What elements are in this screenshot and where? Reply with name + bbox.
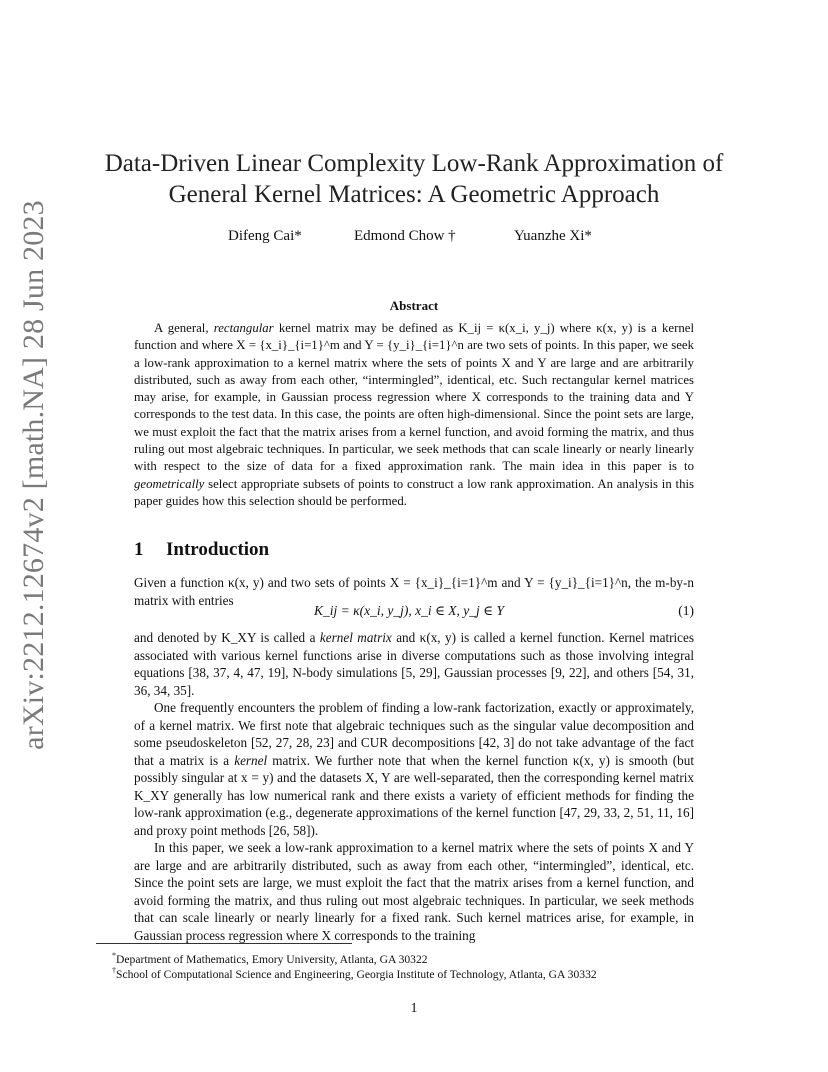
intro-paragraph-3: In this paper, we seek a low-rank approximation to a kernel matrix where the sets of points X and Y are large and are arbitrarily distributed, such as away from each other, “intermingled”, identical, etc. Since the point sets are large, we must exploit the fact that the matrix arises from a kernel function, and avoid forming the matrix, and thus ruling out most algebraic techniques. In particular, we seek methods that can scale linearly or nearly linearly for a fixed rank. Such kernel matrices arise, for example, in Gaussian process regression where X corresponds to the training bbox=[134, 840, 694, 943]
paper-title bbox=[100, 148, 728, 210]
author-name: Difeng Cai* bbox=[228, 228, 302, 244]
footnote-mark: † bbox=[112, 966, 116, 975]
abstract-emphasis: geometrically bbox=[134, 476, 205, 491]
intro-paragraph-2 bbox=[134, 699, 694, 839]
paragraph-segment: and denoted by K_XY is called a bbox=[134, 630, 316, 645]
title-line-2: General Kernel Matrices: A Geometric Approach bbox=[168, 181, 660, 208]
abstract-emphasis: rectangular bbox=[213, 321, 274, 335]
paragraph-segment: One frequently encounters the problem of finding a low-rank factorization, exactly or approximately, of a kernel matrix. We first note that algebraic techniques such as the singular value decomposition and some pseudoskeleton [52, 27, 28, 23] and CUR decompositions [42, 3] do not take advantage of the fact that a matrix is a bbox=[134, 700, 694, 768]
intro-body bbox=[134, 629, 694, 944]
title-line-1: Data-Driven Linear Complexity Low-Rank Approximation of bbox=[104, 150, 724, 177]
footnote-mark: * bbox=[112, 951, 116, 960]
paragraph-segment: matrix. We further note that when the kernel function κ(x, y) is smooth (but possibly singular at x = y) and the datasets X, Y are well-separated, then the corresponding kernel matrix K_XY generally has low numerical rank and there exists a variety of efficient methods for finding the low-rank approximation (e.g., degenerate approximations of the kernel function [47, 29, 33, 2, 51, 11, 16] and proxy point methods [26, 58]). bbox=[134, 752, 695, 838]
abstract-segment: A general, bbox=[154, 321, 209, 335]
section-title: Introduction bbox=[166, 539, 270, 560]
footnote-2 bbox=[112, 963, 597, 982]
paragraph-emphasis: kernel bbox=[234, 752, 268, 768]
abstract-segment: select appropriate subsets of points to construct a low rank approximation. An analysis in this paper guides how this selection should be performed. bbox=[134, 476, 695, 508]
paragraph-emphasis: kernel matrix bbox=[319, 630, 392, 645]
arxiv-identifier-stamp: arXiv:2212.12674v2 [math.NA] 28 Jun 2023 bbox=[17, 200, 50, 750]
footnote-text: Department of Mathematics, Emory University, Atlanta, GA 30322 bbox=[116, 952, 428, 966]
paragraph-segment: and κ(x, y) is called a kernel function. Kernel matrices associated with various kernel functions arise in diverse computations such as those involving integral equations [38, 37, 4, 47, 19], N-body simulations [5, 29], Gaussian processes [9, 22], and others [54, 31, 36, 34, 35]. bbox=[134, 630, 695, 698]
footnote-text: School of Computational Science and Engineering, Georgia Institute of Technology, Atlanta, GA 30332 bbox=[116, 967, 597, 981]
equation-number: (1) bbox=[678, 603, 694, 618]
abstract-segment: kernel matrix may be defined as K_ij = κ(x_i, y_j) where κ(x, y) is a kernel function and where X = {x_i}_{i=1}^m and Y = {y_i}_{i=1}^n are two sets of points. In this paper, we seek a low-rank approximation to a kernel matrix where the sets of points X and Y are large and are arbitrarily distributed, such as away from each other, “intermingled”, identical, etc. Such rectangular kernel matrices may arise, for example, in Gaussian process regression where X corresponds to the training data and Y corresponds to the test data. In this case, the points are often high-dimensional. Since the point sets are large, we must exploit the fact that the matrix arises from a kernel function, and avoid forming the matrix, and thus ruling out most algebraic techniques. In particular, we seek methods that can scale linearly or nearly linearly with respect to the size of data for a fixed approximation rank. The main idea in this paper is to bbox=[134, 321, 695, 474]
author-name: Yuanzhe Xi* bbox=[514, 228, 592, 244]
intro-paragraph-1-continued bbox=[134, 629, 694, 699]
intro-paragraph-1-lead: Given a function κ(x, y) and two sets of points X = {x_i}_{i=1}^m and Y = {y_i}_{i=1}^n, the m-by-n matrix with entries bbox=[134, 575, 694, 608]
author-name: Edmond Chow † bbox=[354, 228, 456, 244]
equation-1 bbox=[134, 603, 694, 623]
footnote-rule bbox=[96, 943, 352, 944]
page-number: 1 bbox=[410, 1001, 418, 1016]
abstract-text bbox=[134, 320, 694, 510]
abstract-heading: Abstract bbox=[389, 298, 439, 313]
author-list bbox=[0, 228, 828, 248]
section-heading bbox=[134, 539, 269, 561]
section-number: 1 bbox=[134, 539, 144, 560]
arxiv-sidebar bbox=[0, 0, 60, 1072]
equation-body: K_ij = κ(x_i, y_j), x_i ∈ X, y_j ∈ Y bbox=[314, 603, 505, 618]
